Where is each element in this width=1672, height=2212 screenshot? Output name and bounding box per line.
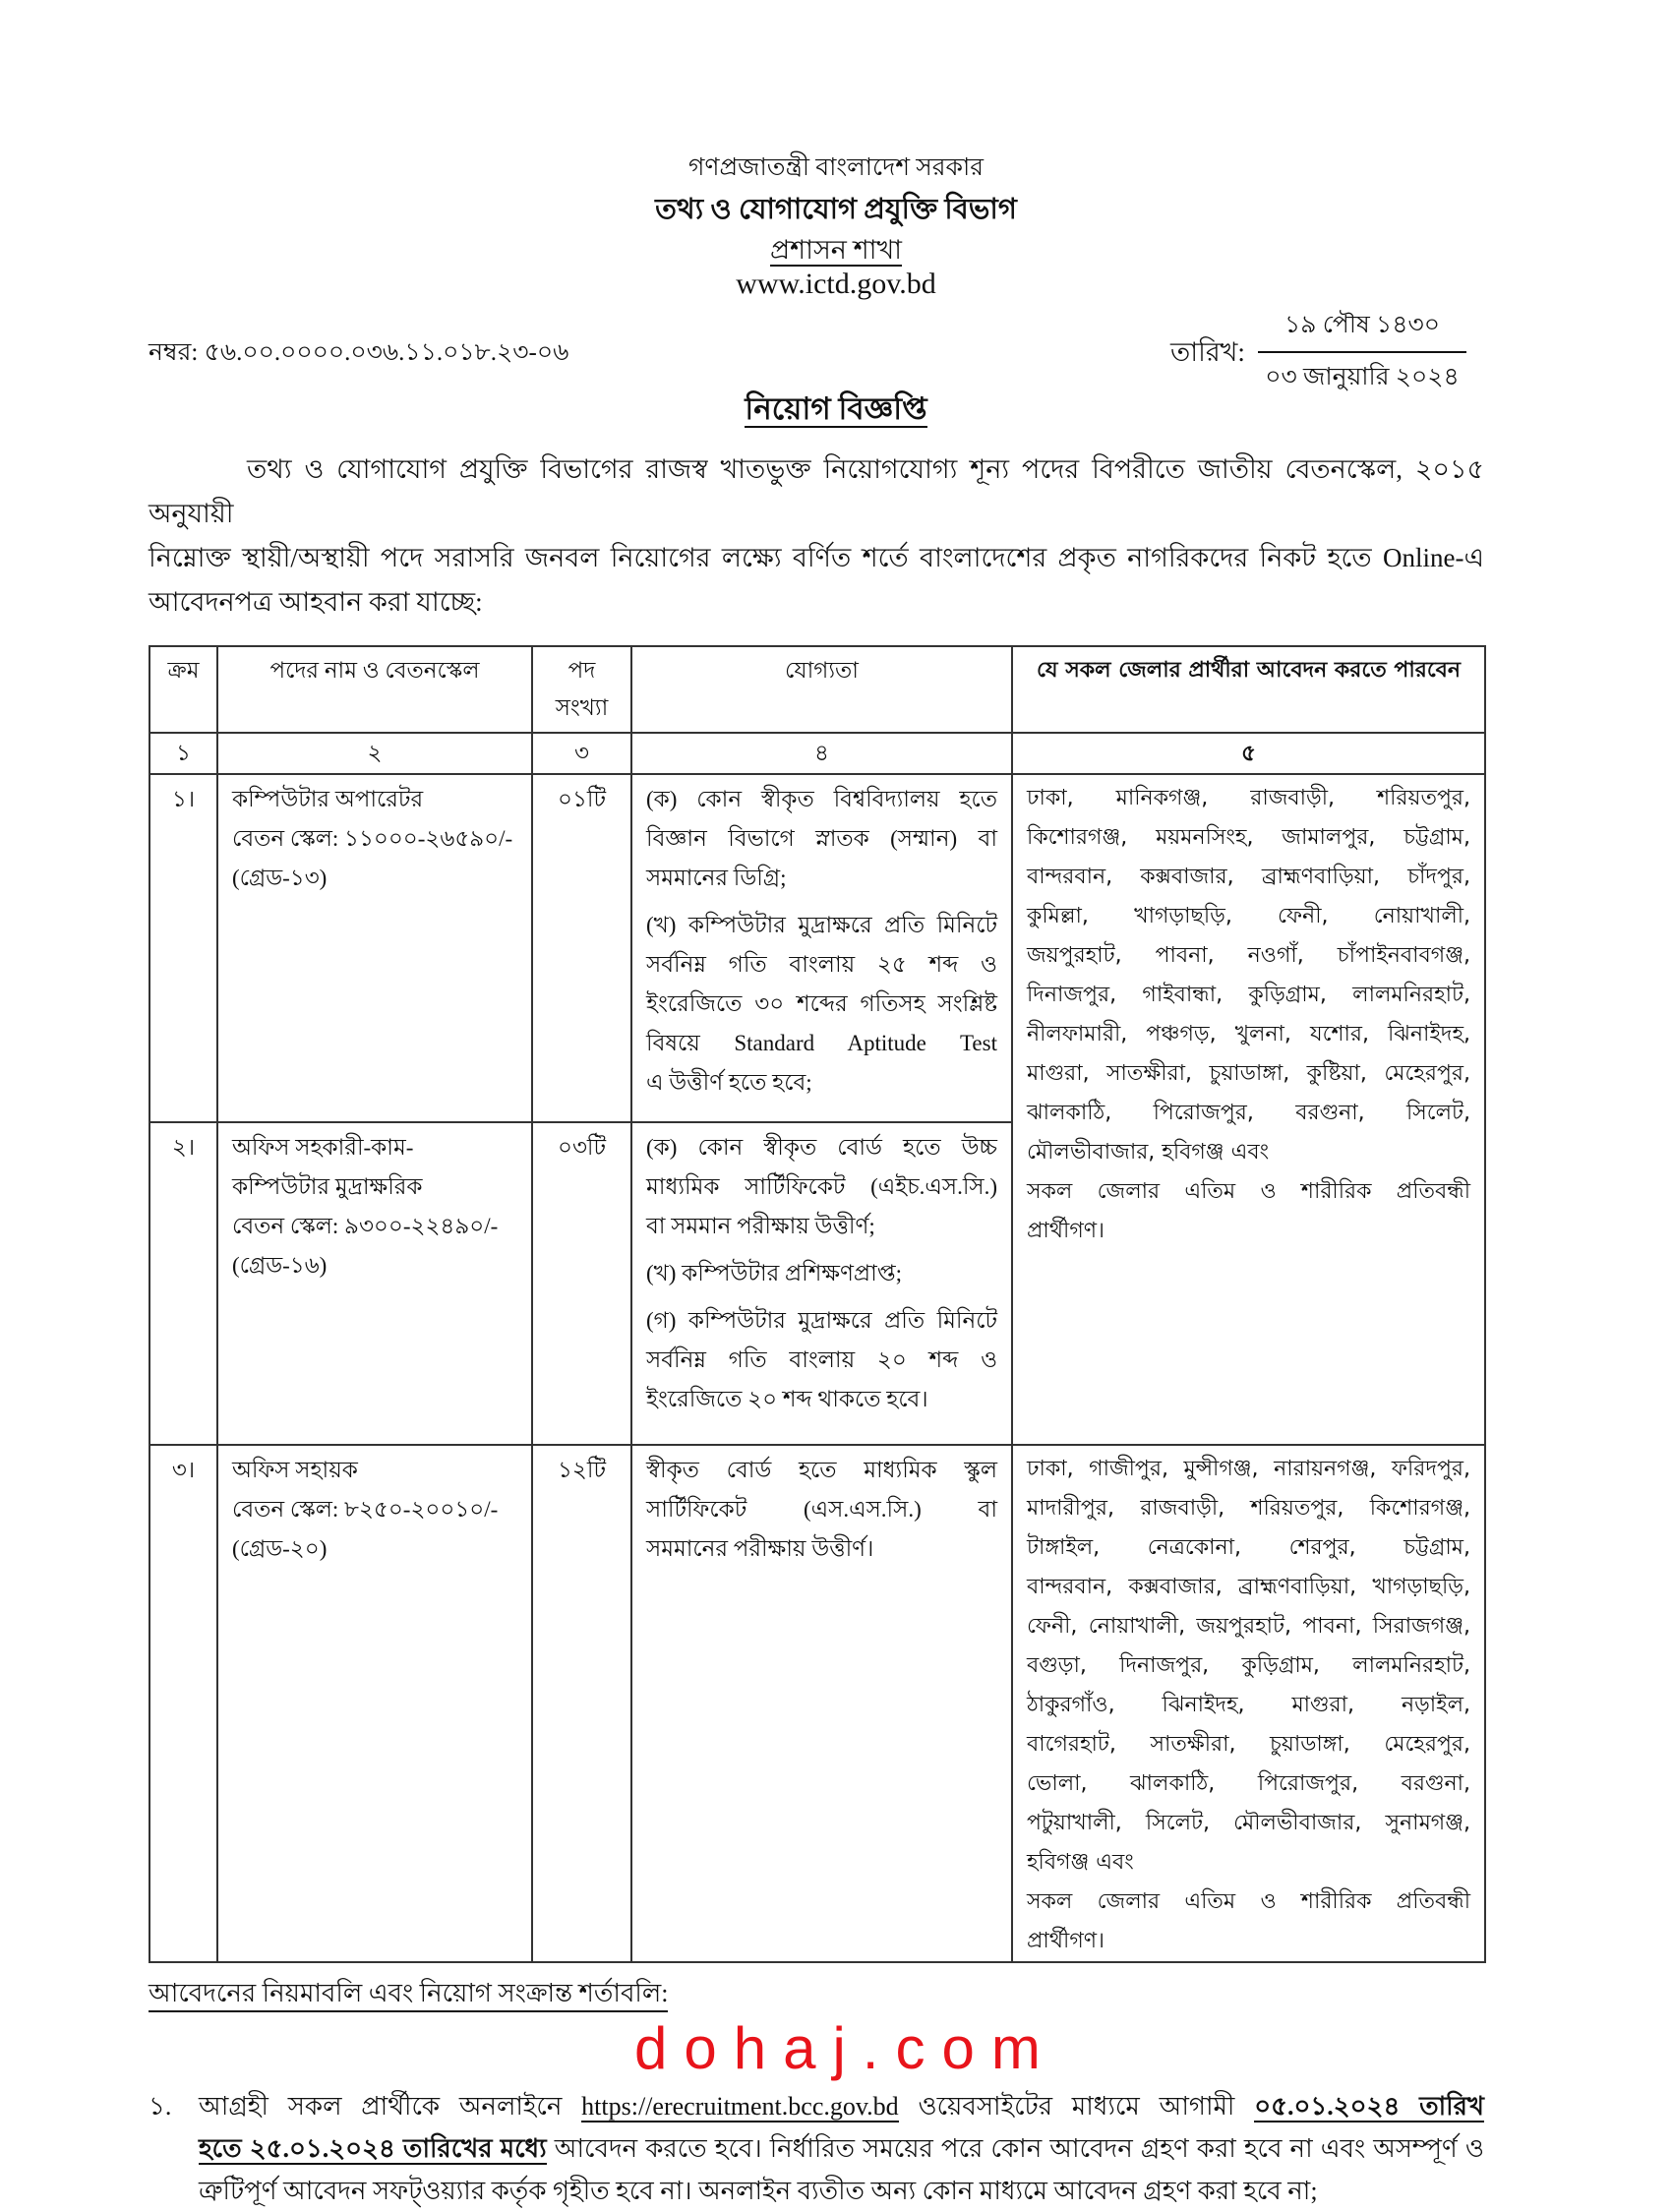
item-number: ১. xyxy=(149,2092,172,2121)
column-number: ৪ xyxy=(631,733,1012,774)
qualification-line: (ক) কোন স্বীকৃত বিশ্ববিদ্যালয় হতে xyxy=(646,787,997,811)
header-post: পদের নাম ও বেতনস্কেল xyxy=(217,646,532,733)
district-line: টাঙ্গাইল, নেত্রকোনা, শেরপুর, চট্টগ্রাম, xyxy=(1027,1535,1470,1560)
qualification-line: (গ) কম্পিউটার মুদ্রাক্ষরে প্রতি মিনিটে xyxy=(646,1308,997,1333)
post-count: ০৩টি xyxy=(532,1122,631,1445)
header-qualification: যোগ্যতা xyxy=(631,646,1012,733)
post-line: কম্পিউটার মুদ্রাক্ষরিক xyxy=(232,1174,423,1199)
column-number: ১ xyxy=(149,733,217,774)
vacancy-table xyxy=(149,645,1486,1963)
website-link[interactable]: www.ictd.gov.bd xyxy=(736,268,936,300)
date-label: তারিখ: xyxy=(1170,337,1245,367)
district-line: ফেনী, নোয়াখালী, জয়পুরহাট, পাবনা, সিরাজগঞ্জ, xyxy=(1027,1614,1470,1639)
district-line: হবিগঞ্জ এবং xyxy=(1027,1850,1134,1875)
post-line: অফিস সহায়ক xyxy=(232,1458,358,1482)
qualification-cell xyxy=(631,1445,1012,1962)
item-text: আবেদন করতে হবে। নির্ধারিত সময়ের পরে কোন আবেদন গ্রহণ করা হবে না এবং অসম্পূর্ণ ও xyxy=(546,2134,1484,2163)
header-serial: ক্রম xyxy=(149,646,217,733)
start-date: ০৫.০১.২০২৪ তারিখ xyxy=(1254,2092,1484,2121)
column-number: ২ xyxy=(217,733,532,774)
column-number: ৫ xyxy=(1012,733,1485,774)
intro-line: আবেদনপত্র আহবান করা যাচ্ছে: xyxy=(149,587,483,617)
item-line: ত্রুটিপূর্ণ আবেদন সফট্ওয়্যার কর্তৃক গৃহীত হবে না। অনলাইন ব্যতীত অন্য কোন মাধ্যমে আবেদন গ্রহণ করা হবে না; xyxy=(199,2177,1318,2205)
notice-body xyxy=(149,448,1484,2212)
intro-paragraph xyxy=(149,448,1484,625)
qualification-item xyxy=(646,906,997,1103)
post-cell xyxy=(217,1122,532,1445)
district-line: বাগেরহাট, সাতক্ষীরা, চুয়াডাঙ্গা, মেহেরপুর, xyxy=(1027,1732,1470,1757)
row-serial: ৩। xyxy=(149,1445,217,1962)
district-line: ঠাকুরগাঁও, ঝিনাইদহ, মাগুরা, নড়াইল, xyxy=(1027,1693,1470,1717)
district-line: কিশোরগঞ্জ, ময়মনসিংহ, জামালপুর, চট্টগ্রাম, xyxy=(1027,825,1470,850)
division-name: তথ্য ও যোগাযোগ প্রযুক্তি বিভাগ xyxy=(655,194,1017,225)
row-serial: ২। xyxy=(149,1122,217,1445)
qualification-line: মাধ্যমিক সার্টিফিকেট (এইচ.এস.সি.) xyxy=(646,1174,997,1199)
government-name: গণপ্রজাতন্ত্রী বাংলাদেশ সরকার xyxy=(687,154,985,181)
intro-line: তথ্য ও যোগাযোগ প্রযুক্তি বিভাগের রাজস্ব খাতভুক্ত নিয়োগযোগ্য শূন্য পদের বিপরীতে জাতীয় বেতনস্কেল, ২০১৫ অনুযায়ী xyxy=(149,454,1484,528)
table-row xyxy=(149,1445,1485,1962)
item-text: আগ্রহী সকল প্রার্থীকে অনলাইনে xyxy=(199,2092,582,2121)
qualification-cell xyxy=(631,774,1012,1122)
districts-cell xyxy=(1012,1445,1485,1962)
header-count: পদ সংখ্যা xyxy=(532,646,631,733)
qualification-item xyxy=(646,1128,997,1246)
district-line: বগুড়া, দিনাজপুর, কুড়িগ্রাম, লালমনিরহাট, xyxy=(1027,1653,1470,1678)
intro-line: নিম্নোক্ত স্থায়ী/অস্থায়ী পদে সরাসরি জনবল নিয়োগের লক্ষ্যে বর্ণিত শর্তে বাংলাদেশের প্রকৃত নাগরিকদের নিকট হতে Online-এ xyxy=(149,543,1484,572)
post-cell xyxy=(217,1445,532,1962)
district-line: পটুয়াখালী, সিলেট, মৌলভীবাজার, সুনামগঞ্জ, xyxy=(1027,1811,1470,1835)
qualification-line: সর্বনিম্ন গতি বাংলায় ২৫ শব্দ ও xyxy=(646,952,997,977)
post-line: (গ্রেড-১৩) xyxy=(232,866,328,890)
qualification-item xyxy=(646,1451,997,1569)
qualification-line: বিষয়ে Standard Aptitude Test xyxy=(646,1031,997,1055)
district-line: মাদারীপুর, রাজবাড়ী, শরিয়তপুর, কিশোরগঞ্জ, xyxy=(1027,1496,1470,1521)
district-line: দিনাজপুর, গাইবান্ধা, কুড়িগ্রাম, লালমনিরহাট, xyxy=(1027,983,1470,1007)
terms-heading: আবেদনের নিয়মাবলি এবং নিয়োগ সংক্রান্ত শর্তাবলি: xyxy=(149,1977,668,2012)
item-text: ওয়েবসাইটের মাধ্যমে আগামী xyxy=(898,2092,1255,2121)
qualification-line: ইংরেজিতে ৩০ শব্দের গতিসহ সংশ্লিষ্ট xyxy=(646,991,997,1016)
districts-cell xyxy=(1012,774,1485,1445)
post-line: কম্পিউটার অপারেটর xyxy=(232,787,424,811)
qualification-line: (খ) কম্পিউটার মুদ্রাক্ষরে প্রতি মিনিটে xyxy=(646,913,997,937)
date-bangla: ১৯ পৌষ ১৪৩০ xyxy=(1258,305,1466,353)
post-line: বেতন স্কেল: ৮২৫০-২০০১০/- xyxy=(232,1497,499,1522)
district-line: বান্দরবান, কক্সবাজার, ব্রাহ্মণবাড়িয়া, খাগড়াছড়ি, xyxy=(1027,1575,1470,1599)
qualification-line: (খ) কম্পিউটার প্রশিক্ষণপ্রাপ্ত; xyxy=(646,1261,903,1285)
qualification-line: এ উত্তীর্ণ হতে হবে; xyxy=(646,1070,812,1095)
orphan-disabled-line: প্রার্থীগণ। xyxy=(1027,1219,1105,1243)
district-line: মৌলভীবাজার, হবিগঞ্জ এবং xyxy=(1027,1140,1270,1165)
district-line: ঝালকাঠি, পিরোজপুর, বরগুনা, সিলেট, xyxy=(1027,1101,1470,1125)
district-line: ঢাকা, মানিকগঞ্জ, রাজবাড়ী, শরিয়তপুর, xyxy=(1027,786,1470,810)
district-line: নীলফামারী, পঞ্চগড়, খুলনা, যশোর, ঝিনাইদহ, xyxy=(1027,1022,1470,1046)
table-header-row xyxy=(149,646,1485,733)
qualification-line: সমমানের পরীক্ষায় উত্তীর্ণ। xyxy=(646,1536,874,1561)
district-line: মাগুরা, সাতক্ষীরা, চুয়াডাঙ্গা, কুষ্টিয়া, মেহেরপুর, xyxy=(1027,1061,1470,1086)
notice-title xyxy=(0,386,1672,437)
post-count: ০১টি xyxy=(532,774,631,1122)
post-cell xyxy=(217,774,532,1122)
district-line: ভোলা, ঝালকাঠি, পিরোজপুর, বরগুনা, xyxy=(1027,1771,1470,1796)
qualification-line: বিজ্ঞান বিভাগে স্নাতক (সম্মান) বা xyxy=(646,826,997,851)
qualification-item xyxy=(646,1301,997,1419)
column-number-row xyxy=(149,733,1485,774)
post-count: ১২টি xyxy=(532,1445,631,1962)
terms-item-1 xyxy=(149,2085,1484,2212)
post-line: (গ্রেড-২০) xyxy=(232,1536,328,1561)
application-link[interactable]: https://erecruitment.bcc.gov.bd xyxy=(581,2092,899,2121)
watermark: dohaj.com xyxy=(634,2015,1057,2081)
post-line: বেতন স্কেল: ১১০০০-২৬৫৯০/- xyxy=(232,826,513,851)
row-serial: ১। xyxy=(149,774,217,1122)
qualification-line: সার্টিফিকেট (এস.এস.সি.) বা xyxy=(646,1497,997,1522)
qualification-line: (ক) কোন স্বীকৃত বোর্ড হতে উচ্চ xyxy=(646,1135,997,1160)
item-line xyxy=(199,2085,1484,2127)
post-line: বেতন স্কেল: ৯৩০০-২২৪৯০/- xyxy=(232,1214,499,1238)
qualification-item xyxy=(646,780,997,898)
qualification-line: স্বীকৃত বোর্ড হতে মাধ্যমিক স্কুল xyxy=(646,1458,997,1482)
date-english: ০৩ জানুয়ারি ২০২৪ xyxy=(1265,364,1460,390)
qualification-line: সর্বনিম্ন গতি বাংলায় ২০ শব্দ ও xyxy=(646,1347,997,1372)
qualification-line: বা সমমান পরীক্ষায় উত্তীর্ণ; xyxy=(646,1214,875,1238)
end-date: হতে ২৫.০১.২০২৪ তারিখের মধ্যে xyxy=(199,2134,547,2163)
header-districts: যে সকল জেলার প্রার্থীরা আবেদন করতে পারবেন xyxy=(1012,646,1485,733)
branch-label: প্রশাসন শাখা xyxy=(769,235,903,265)
post-line: অফিস সহকারী-কাম- xyxy=(232,1135,414,1160)
orphan-disabled-line: সকল জেলার এতিম ও শারীরিক প্রতিবন্ধী xyxy=(1027,1179,1470,1204)
district-line: বান্দরবান, কক্সবাজার, ব্রাহ্মণবাড়িয়া, চাঁদপুর, xyxy=(1027,865,1470,889)
district-line: কুমিল্লা, খাগড়াছড়ি, ফেনী, নোয়াখালী, xyxy=(1027,904,1470,928)
orphan-disabled-line: সকল জেলার এতিম ও শারীরিক প্রতিবন্ধী xyxy=(1027,1889,1470,1914)
notice-title-text: নিয়োগ বিজ্ঞপ্তি xyxy=(745,391,927,426)
column-number: ৩ xyxy=(532,733,631,774)
qualification-line: ইংরেজিতে ২০ শব্দ থাকতে হবে। xyxy=(646,1387,928,1411)
qualification-item xyxy=(646,1254,997,1293)
district-line: ঢাকা, গাজীপুর, মুন্সীগঞ্জ, নারায়নগঞ্জ, ফরিদপুর, xyxy=(1027,1457,1470,1481)
qualification-line: সমমানের ডিগ্রি; xyxy=(646,866,787,890)
memo-number: নম্বর: ৫৬.০০.০০০০.০৩৬.১১.০১৮.২৩-০৬ xyxy=(149,339,569,366)
qualification-cell xyxy=(631,1122,1012,1445)
district-line: জয়পুরহাট, পাবনা, নওগাঁ, চাঁপাইনবাবগঞ্জ, xyxy=(1027,943,1470,968)
orphan-disabled-line: প্রার্থীগণ। xyxy=(1027,1929,1105,1953)
post-line: (গ্রেড-১৬) xyxy=(232,1253,328,1278)
table-row xyxy=(149,774,1485,1122)
